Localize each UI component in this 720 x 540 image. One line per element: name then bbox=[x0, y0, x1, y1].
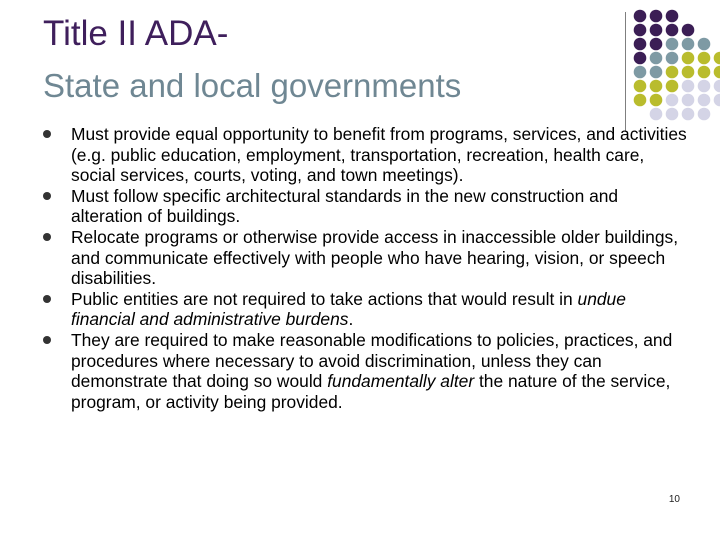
decorative-dot bbox=[634, 10, 647, 23]
bullet-list bbox=[43, 124, 691, 412]
decorative-dot bbox=[698, 94, 711, 107]
decorative-dot bbox=[634, 94, 647, 107]
decorative-dot bbox=[698, 52, 711, 65]
decorative-dot bbox=[666, 94, 679, 107]
decorative-dot bbox=[650, 10, 663, 23]
decorative-dot bbox=[714, 80, 720, 93]
decorative-dot bbox=[666, 66, 679, 79]
bullet-item bbox=[43, 186, 691, 227]
bullet-text-end: . bbox=[348, 309, 354, 330]
decorative-dot bbox=[698, 108, 711, 121]
decorative-dot bbox=[650, 24, 663, 37]
bullet-text-end: the nature of the service, program, or activity being provided. bbox=[71, 371, 671, 412]
bullet-marker bbox=[43, 233, 51, 241]
decorative-dot bbox=[682, 80, 695, 93]
decorative-dot bbox=[666, 24, 679, 37]
bullet-text-start: Public entities are not required to take actions that would result in bbox=[71, 288, 578, 309]
slide-subtitle: State and local governments bbox=[43, 67, 462, 104]
decorative-dot bbox=[634, 38, 647, 51]
bullet-text: Relocate programs or otherwise provide access in inaccessible older buildings, and communicate effectively with people who have hearing, vision, or speech disabilities. bbox=[71, 226, 679, 289]
decorative-dot bbox=[698, 66, 711, 79]
decorative-dot bbox=[714, 52, 720, 65]
decorative-dot bbox=[634, 24, 647, 37]
decorative-dot bbox=[682, 108, 695, 121]
decorative-dot bbox=[650, 38, 663, 51]
bullet-item bbox=[43, 289, 691, 330]
bullet-item bbox=[43, 124, 691, 186]
decorative-dot bbox=[666, 80, 679, 93]
decorative-dot bbox=[682, 52, 695, 65]
decorative-dot bbox=[634, 52, 647, 65]
bullet-item bbox=[43, 330, 691, 412]
bullet-marker bbox=[43, 192, 51, 200]
page-number: 10 bbox=[668, 494, 680, 505]
decorative-dot bbox=[634, 80, 647, 93]
decorative-dot bbox=[666, 38, 679, 51]
decorative-dot bbox=[714, 94, 720, 107]
decorative-dot bbox=[698, 38, 711, 51]
bullet-text-emphasis: undue financial and administrative burdens bbox=[71, 288, 626, 330]
decorative-dot bbox=[650, 94, 663, 107]
decorative-dot-grid bbox=[0, 0, 720, 140]
decorative-dot bbox=[666, 10, 679, 23]
bullet-text: Must provide equal opportunity to benefit from programs, services, and activities (e.g. public education, employment, transportation, recreation, health care, social services, courts, voting, and town meetings). bbox=[71, 124, 687, 186]
bullet-text: Must follow specific architectural standards in the new construction and alteration of buildings. bbox=[71, 185, 619, 227]
decorative-dot bbox=[682, 94, 695, 107]
bullet-item bbox=[43, 227, 691, 289]
decorative-dot bbox=[650, 80, 663, 93]
decorative-dot bbox=[650, 66, 663, 79]
bullet-marker bbox=[43, 295, 51, 303]
decorative-dot bbox=[650, 108, 663, 121]
bullet-text-emphasis: fundamentally alter bbox=[327, 371, 475, 392]
slide-title: Title II ADA- bbox=[43, 14, 229, 53]
decorative-dot bbox=[698, 80, 711, 93]
decorative-dot bbox=[666, 108, 679, 121]
decorative-dot bbox=[682, 66, 695, 79]
decorative-dot bbox=[682, 24, 695, 37]
decorative-dot bbox=[714, 66, 720, 79]
decorative-dot bbox=[634, 66, 647, 79]
bullet-marker bbox=[43, 130, 51, 138]
decorative-dot bbox=[666, 52, 679, 65]
decorative-dot bbox=[650, 52, 663, 65]
decorative-dot bbox=[682, 38, 695, 51]
bullet-marker bbox=[43, 336, 51, 344]
bullet-text-start: They are required to make reasonable modifications to policies, practices, and procedures where necessary to avoid discrimination, unless they can demonstrate that doing so would bbox=[71, 329, 673, 392]
